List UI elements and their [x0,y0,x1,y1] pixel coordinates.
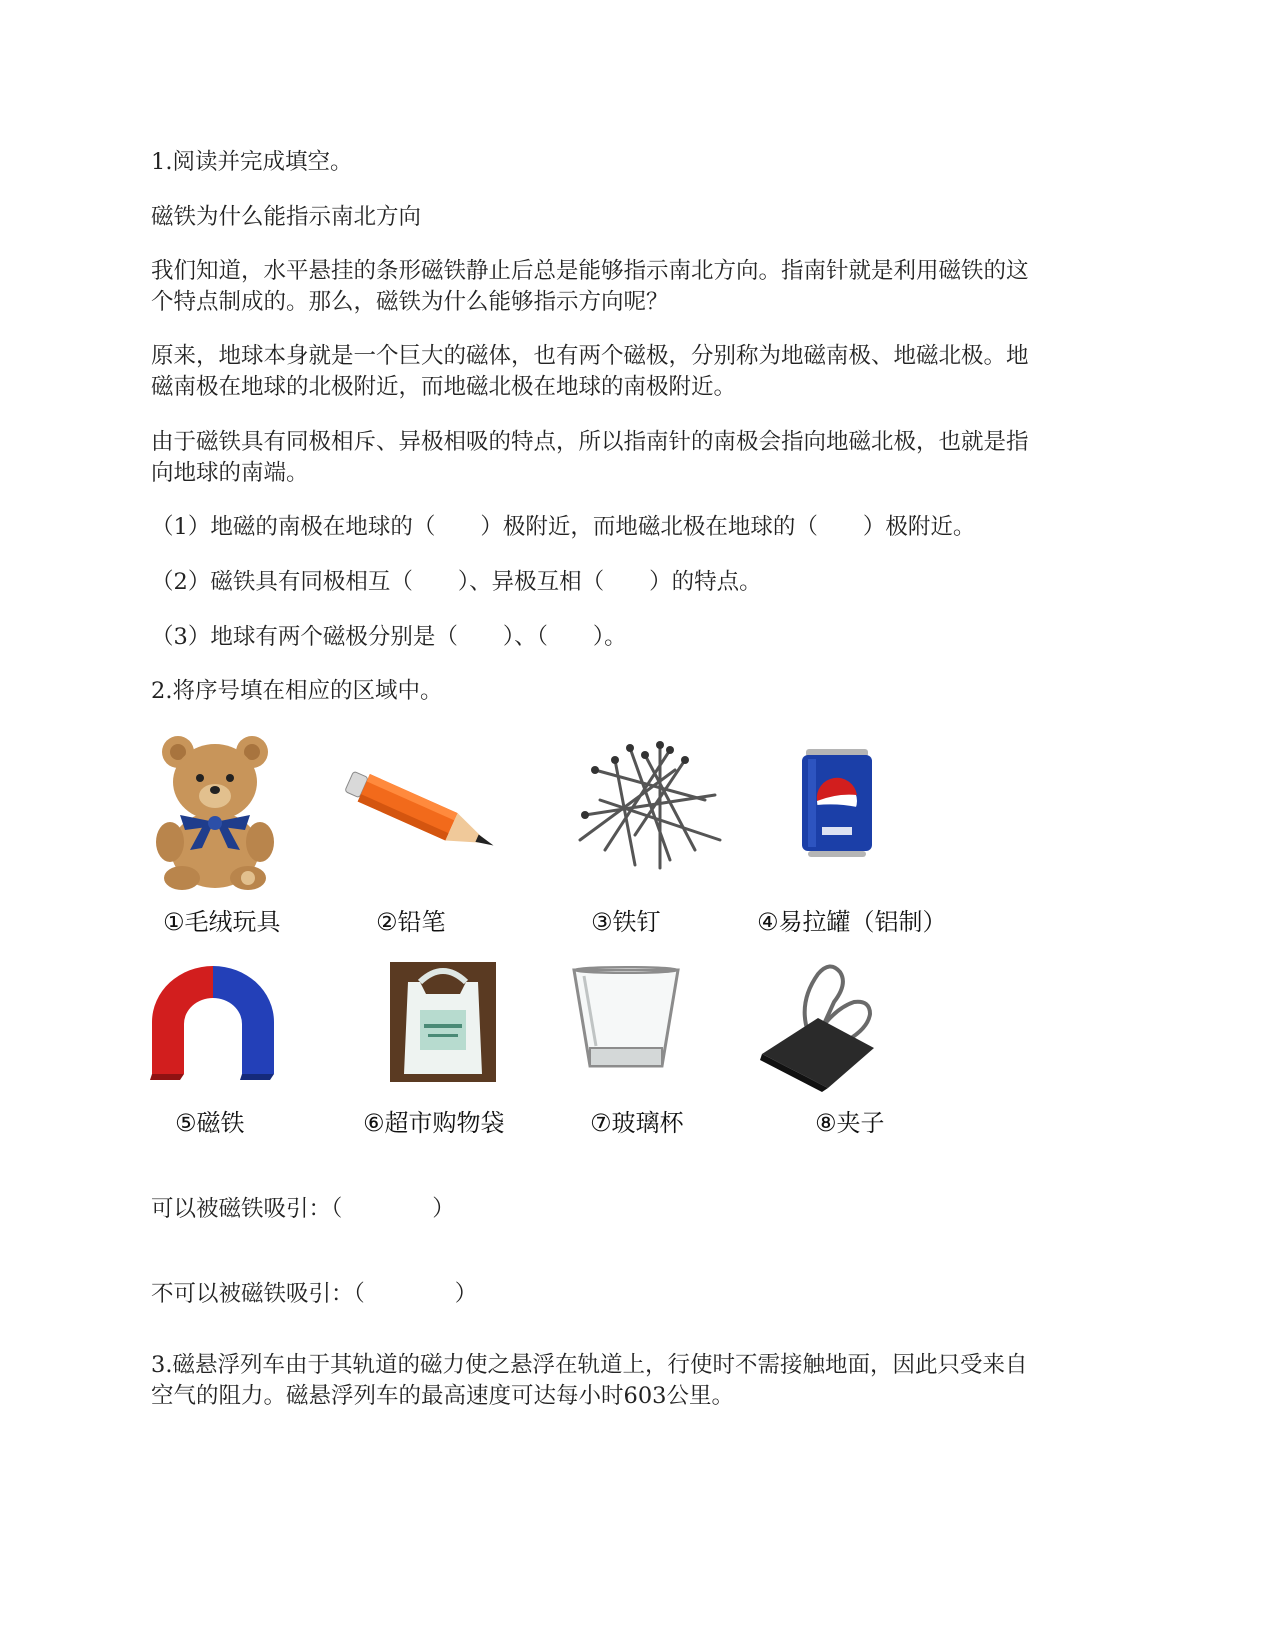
not-attracted-answer-line: 不可以被磁铁吸引：（ ） [151,1281,478,1307]
binder-clip-icon [758,962,878,1092]
shopping-bag-icon [390,962,496,1082]
paragraph-1-line-2: 个特点制成的。那么，磁铁为什么能够指示方向呢？ [151,289,669,315]
question-3-line-1: 3.磁悬浮列车由于其轨道的磁力使之悬浮在轨道上，行使时不需接触地面，因此只受来自 [151,1352,1028,1378]
question-3-line-2: 空气的阻力。磁悬浮列车的最高速度可达每小时603公里。 [151,1383,734,1409]
question-2-heading: 2.将序号填在相应的区域中。 [151,678,443,704]
attracted-answer-line: 可以被磁铁吸引：（ ） [151,1196,455,1222]
paragraph-2-line-1: 原来，地球本身就是一个巨大的磁体，也有两个磁极，分别称为地磁南极、地磁北极。地 [151,343,1029,369]
item-caption-5: ⑤磁铁 [175,1109,245,1137]
sub-question-2: （2）磁铁具有同极相互（ ）、异极互相（ ）的特点。 [151,569,762,595]
sub-question-3: （3）地球有两个磁极分别是（ ）、（ ）。 [151,624,627,650]
horseshoe-magnet-icon [148,962,278,1084]
pencil-icon [340,760,510,870]
item-caption-8: ⑧夹子 [815,1109,885,1137]
iron-nails-icon [575,740,725,870]
paragraph-2-line-2: 磁南极在地球的北极附近，而地磁北极在地球的南极附近。 [151,374,737,400]
paragraph-3-line-1: 由于磁铁具有同极相斥、异极相吸的特点，所以指南针的南极会指向地磁北极，也就是指 [151,429,1029,455]
item-caption-7: ⑦玻璃杯 [590,1109,684,1137]
glass-cup-icon [570,966,682,1076]
paragraph-3-line-2: 向地球的南端。 [151,460,309,486]
item-caption-3: ③铁钉 [591,908,661,936]
sub-question-1: （1）地磁的南极在地球的（ ）极附近，而地磁北极在地球的（ ）极附近。 [151,514,976,540]
paragraph-1-line-1: 我们知道，水平悬挂的条形磁铁静止后总是能够指示南北方向。指南针就是利用磁铁的这 [151,258,1029,284]
item-caption-6: ⑥超市购物袋 [363,1109,505,1137]
item-caption-1: ①毛绒玩具 [163,908,281,936]
item-caption-2: ②铅笔 [376,908,446,936]
question-1-heading: 1.阅读并完成填空。 [151,149,353,175]
article-title: 磁铁为什么能指示南北方向 [151,204,422,230]
soda-can-icon [800,743,874,861]
teddy-bear-icon [150,730,280,890]
item-caption-4: ④易拉罐（铝制） [757,908,947,936]
